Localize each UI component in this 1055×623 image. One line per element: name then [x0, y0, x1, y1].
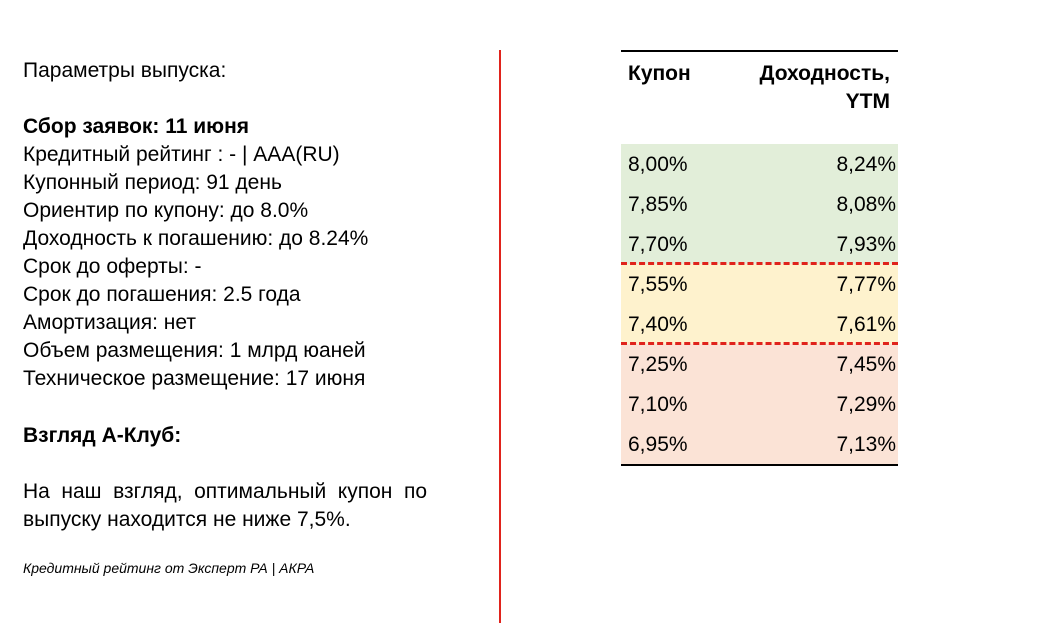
- coupon-yield-table: [621, 50, 898, 466]
- table-row: [621, 184, 898, 224]
- coupon-cell: 7,25%: [628, 353, 688, 376]
- param-coupon-guidance: Ориентир по купону: до 8.0%: [23, 199, 309, 222]
- ytm-cell: 7,29%: [836, 393, 896, 416]
- coupon-cell: 7,40%: [628, 313, 688, 336]
- green-zone: [621, 144, 898, 264]
- ytm-cell: 8,08%: [836, 193, 896, 216]
- param-coupon-period: Купонный период: 91 день: [23, 171, 282, 194]
- view-title: Взгляд А-Клуб:: [23, 424, 182, 447]
- table-row: [621, 304, 898, 344]
- params-title: Параметры выпуска:: [23, 59, 227, 82]
- header-ytm-line1: Доходность,: [759, 62, 890, 85]
- red-zone: [621, 344, 898, 464]
- param-term-to-offer: Срок до оферты: -: [23, 255, 202, 278]
- table-row: [621, 144, 898, 184]
- ytm-cell: 7,93%: [836, 233, 896, 256]
- header-coupon: Купон: [628, 62, 691, 85]
- ytm-cell: 8,24%: [836, 153, 896, 176]
- param-amortization: Амортизация: нет: [23, 311, 196, 334]
- table-row: [621, 264, 898, 304]
- param-yield-to-maturity: Доходность к погашению: до 8.24%: [23, 227, 369, 250]
- param-term-to-maturity: Срок до погашения: 2.5 года: [23, 283, 301, 306]
- param-credit-rating: Кредитный рейтинг : - | AAA(RU): [23, 143, 340, 166]
- table-row: [621, 224, 898, 264]
- coupon-cell: 6,95%: [628, 433, 688, 456]
- coupon-cell: 7,10%: [628, 393, 688, 416]
- vertical-divider: [499, 50, 501, 623]
- table-header: [621, 50, 898, 144]
- table-row: [621, 384, 898, 424]
- ytm-cell: 7,77%: [836, 273, 896, 296]
- header-ytm-line2: YTM: [845, 90, 890, 113]
- table-row: [621, 344, 898, 384]
- coupon-cell: 7,70%: [628, 233, 688, 256]
- ytm-cell: 7,61%: [836, 313, 896, 336]
- yellow-zone: [621, 264, 898, 344]
- coupon-cell: 7,55%: [628, 273, 688, 296]
- param-issue-volume: Объем размещения: 1 млрд юаней: [23, 339, 366, 362]
- book-building-date: Сбор заявок: 11 июня: [23, 115, 250, 138]
- coupon-cell: 7,85%: [628, 193, 688, 216]
- ytm-cell: 7,45%: [836, 353, 896, 376]
- coupon-cell: 8,00%: [628, 153, 688, 176]
- table-bottom-rule: [621, 464, 898, 466]
- param-technical-placement: Техническое размещение: 17 июня: [23, 367, 366, 390]
- ytm-cell: 7,13%: [836, 433, 896, 456]
- rating-footnote: Кредитный рейтинг от Эксперт РА | АКРА: [23, 560, 315, 576]
- table-row: [621, 424, 898, 464]
- header-ytm: [759, 60, 890, 116]
- view-text: На наш взгляд, оптимальный купон по выпуску находится не ниже 7,5%.: [23, 480, 427, 531]
